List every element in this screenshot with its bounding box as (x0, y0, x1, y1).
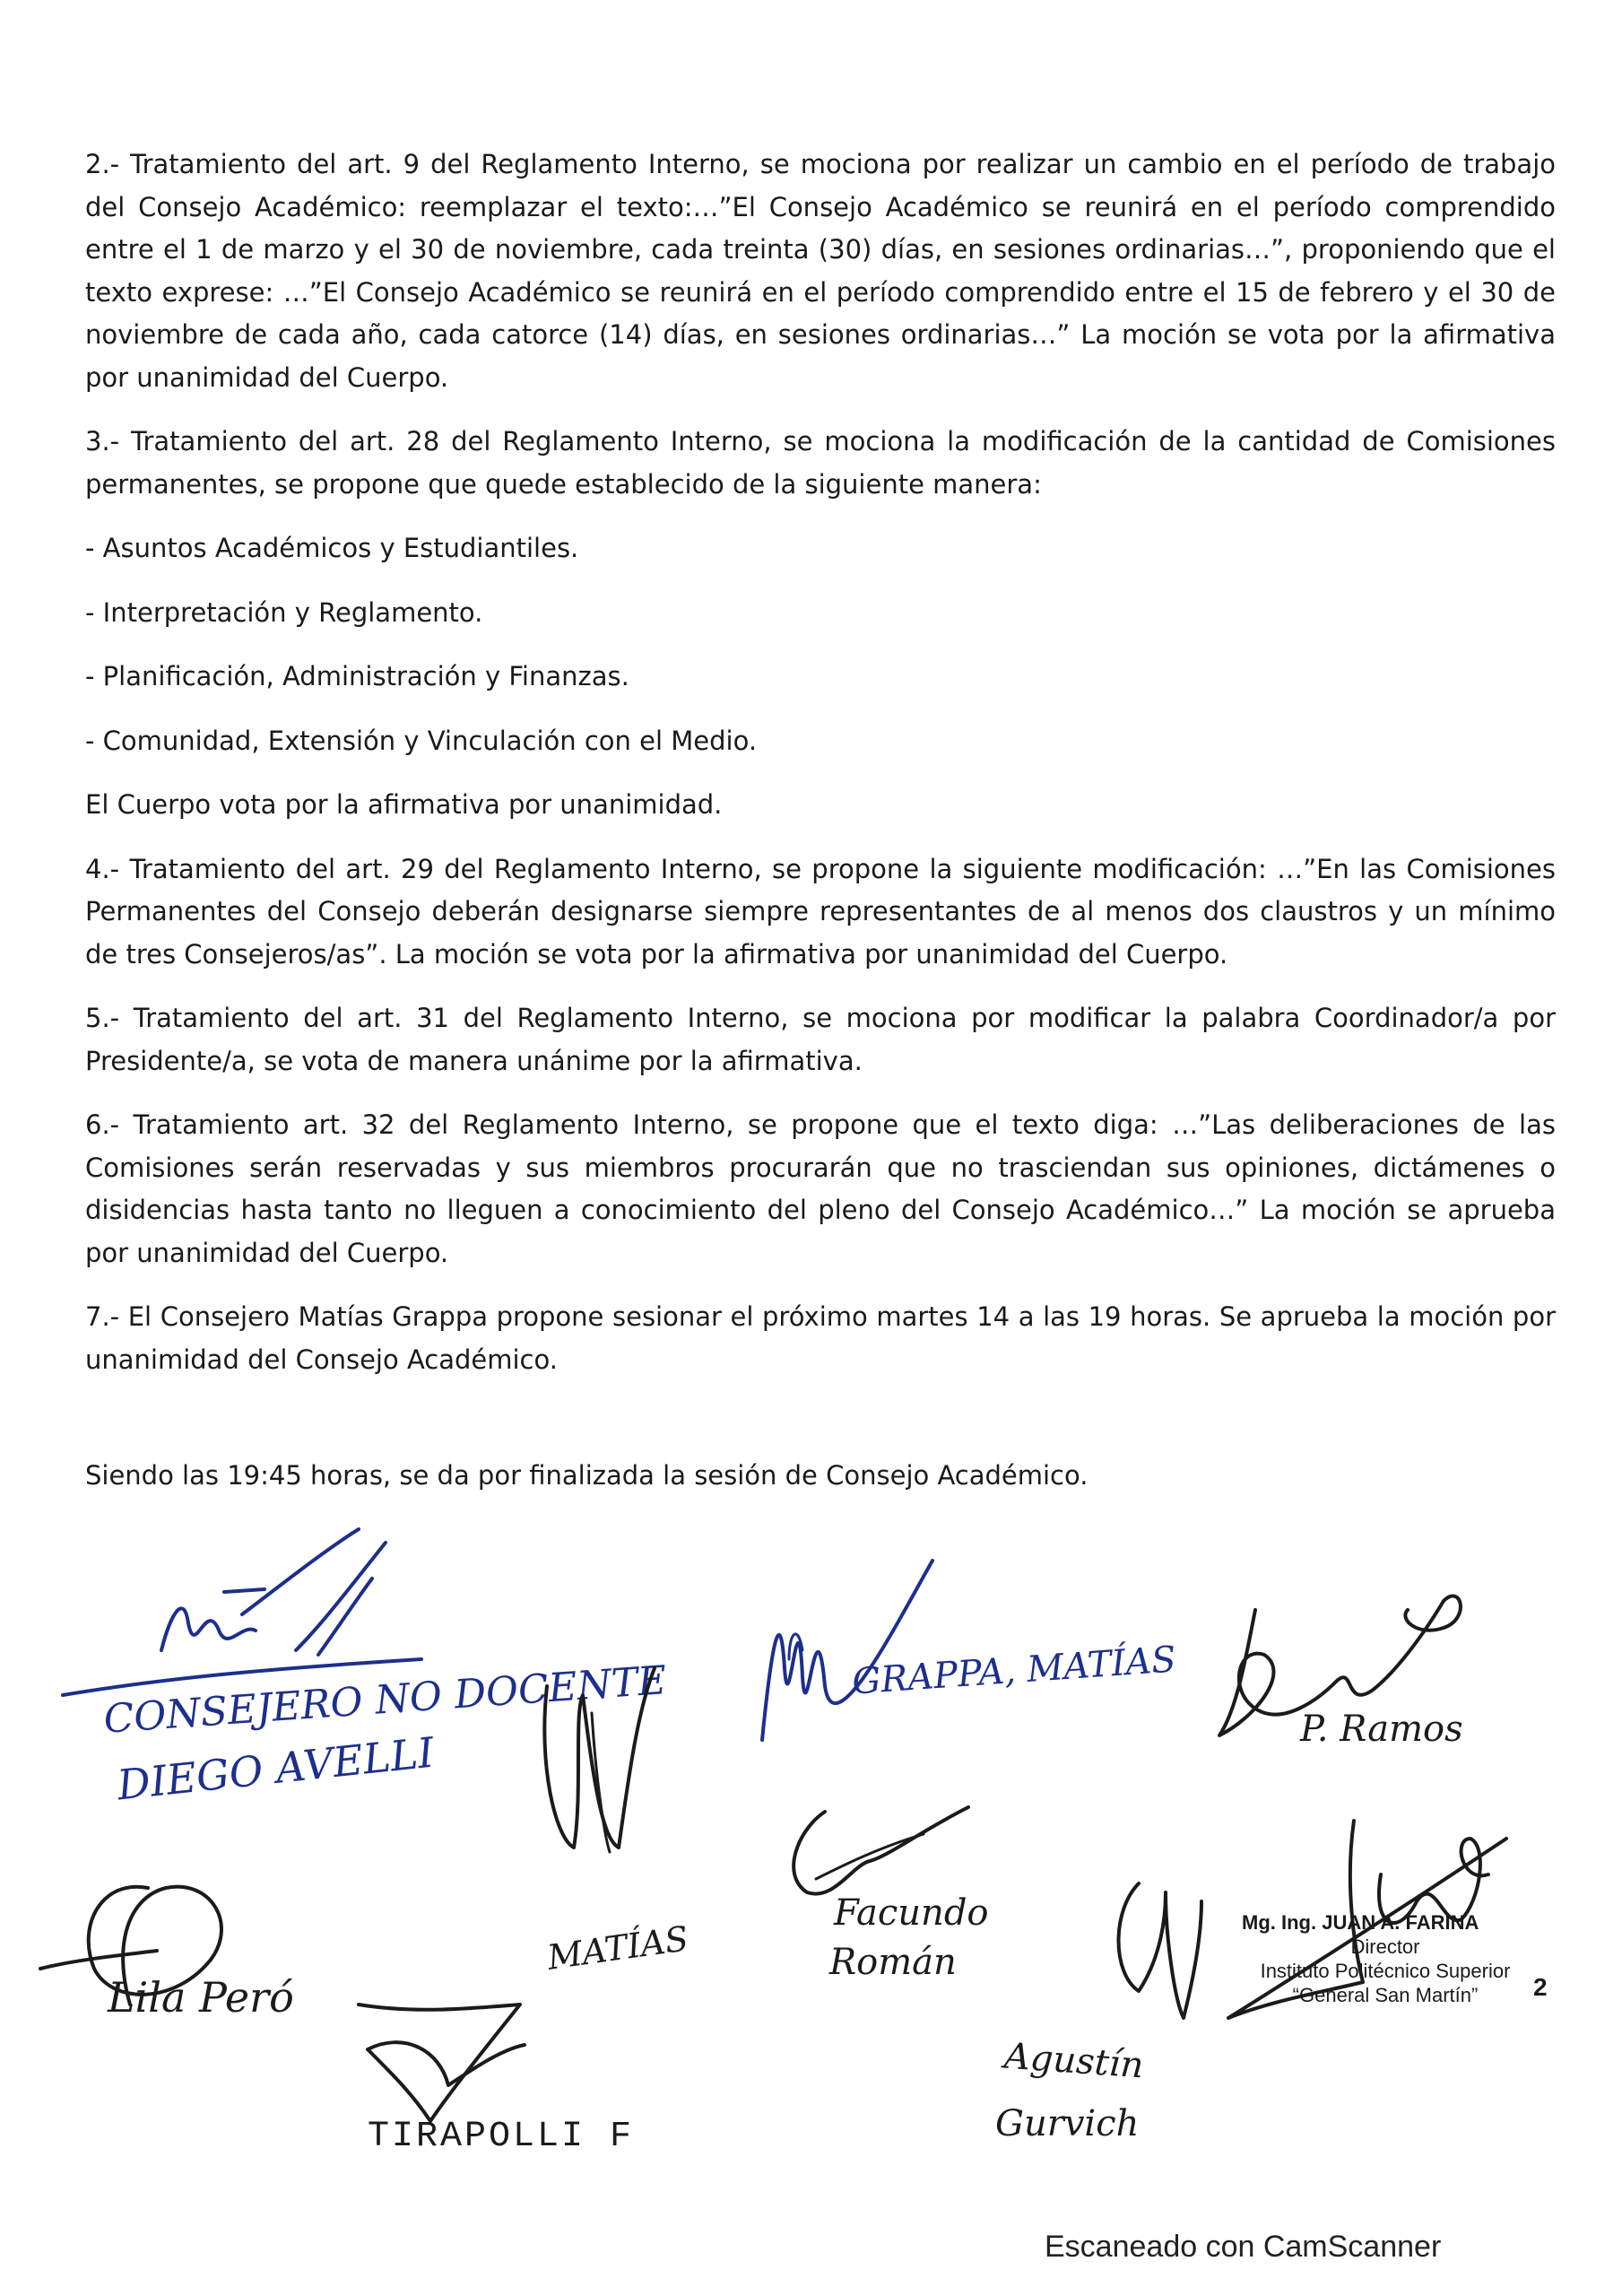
signature-1-name-line1: CONSEJERO NO DOCENTE (101, 1657, 669, 1743)
item-2-paragraph: 2.- Tratamiento del art. 9 del Reglamento Interno, se mociona por realizar un cambio en el período de trabajo del Consejo Académico: reemplazar el texto:…”El Consejo Académico se reunirá en el período comprendido entre el 1 de marzo y el 30 de noviembre, cada treinta (30) días, en sesiones ordinarias…”, proponiendo que el texto exprese: …”El Consejo Académico se reunirá en el período comprendido entre el 15 de febrero y el 30 de noviembre de cada año, cada catorce (14) días, en sesiones ordinarias…” La moción se vota por la afirmativa por unanimidad del Cuerpo. (85, 149, 1556, 393)
item-7-paragraph: 7.- El Consejero Matías Grappa propone sesionar el próximo martes 14 a las 19 horas. Se aprueba la moción por unanimidad del Consejo Académico. (85, 1301, 1556, 1375)
item-6-paragraph: 6.- Tratamiento art. 32 del Reglamento Interno, se propone que el texto diga: …”Las deliberaciones de las Comisiones serán reservadas y sus miembros procurarán que no trasciendan sus opiniones, dictámenes o disidencias hasta tanto no lleguen a conocimiento del pleno del Consejo Académico…” La moción se aprueba por unanimidad del Cuerpo. (85, 1109, 1556, 1268)
commission-list-item: - Planificación, Administración y Finanzas. (85, 661, 629, 691)
stamp-name: Mg. Ing. JUAN A. FARINA (1242, 1911, 1479, 1934)
director-stamp (1233, 1910, 1538, 2007)
signature-7-name: TIRAPOLLI F (368, 2117, 635, 2157)
signature-8-name-line2: Gurvich (995, 2103, 1140, 2144)
signature-6-name-line2: Román (829, 1942, 957, 1983)
closing-statement: Siendo las 19:45 horas, se da por finalizada la sesión de Consejo Académico. (85, 1460, 1089, 1491)
page-number: 2 (1533, 1973, 1548, 2001)
commission-list-item: - Interpretación y Reglamento. (85, 596, 483, 628)
minutes-body (85, 144, 1556, 1403)
stamp-institution: Instituto Politécnico Superior (1260, 1960, 1511, 1982)
signature-3-name: P. Ramos (1300, 1709, 1463, 1750)
signature-7-scribble (341, 1996, 538, 2130)
item-4-paragraph: 4.- Tratamiento del art. 29 del Reglamento Interno, se propone la siguiente modificación: …”En las Comisiones Permanentes del Consejo deberán designarse siempre representantes de al menos dos claustros y un mínimo de tres Consejeros/as”. La moción se vota por la afirmativa por unanimidad del Cuerpo. (85, 853, 1556, 970)
signature-5-scribble (520, 1659, 681, 1866)
signature-4-name: Lila Peró (108, 1973, 294, 2022)
signature-2-name: GRAPPA, MATÍAS (850, 1639, 1178, 1703)
scanner-watermark: Escaneado con CamScanner (1045, 2230, 1442, 2264)
signature-5-name: MATÍAS (544, 1918, 691, 1978)
commission-list-item: - Asuntos Académicos y Estudiantiles. (85, 533, 579, 563)
stamp-institution-name: “General San Martín” (1292, 1984, 1479, 2006)
item-3-vote: El Cuerpo vota por la afirmativa por unanimidad. (85, 789, 723, 820)
signature-1-name-line2: DIEGO AVELLI (115, 1727, 437, 1810)
signature-6-name-line1: Facundo (834, 1892, 989, 1934)
signature-8-scribble (1103, 1874, 1210, 2027)
item-5-paragraph: 5.- Tratamiento del art. 31 del Reglamento Interno, se mociona por modificar la palabra Coordinador/a por Presidente/a, se vota de manera unánime por la afirmativa. (85, 1003, 1556, 1076)
signature-8-name-line1: Agustín (1002, 2035, 1145, 2087)
commission-list-item: - Comunidad, Extensión y Vinculación con el Medio. (85, 725, 758, 756)
stamp-title: Director (1350, 1935, 1420, 1958)
item-3-paragraph: 3.- Tratamiento del art. 28 del Reglamento Interno, se mociona la modificación de la cantidad de Comisiones permanentes, se propone que quede establecido de la siguiente manera: (85, 426, 1556, 500)
